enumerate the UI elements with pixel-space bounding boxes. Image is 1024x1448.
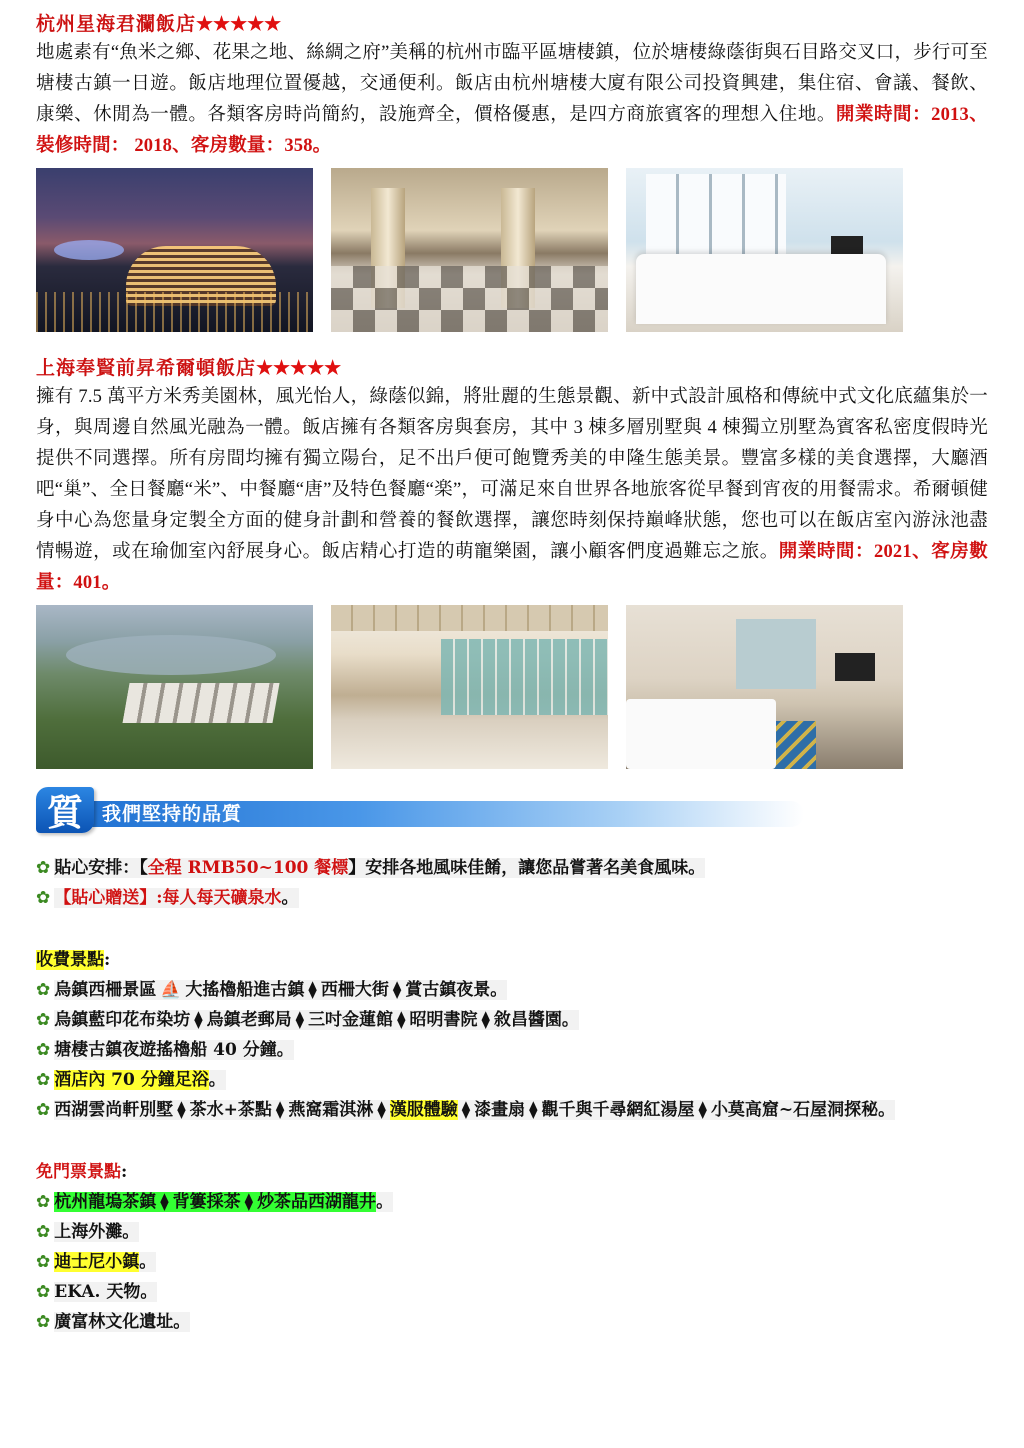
separator-icon: ⧫ [308, 980, 317, 1000]
list-item: ✿ 貼心安排：【全程 RMB50~100 餐標】安排各地風味佳餚，讓您品嘗著名美食風味。 [36, 858, 706, 878]
hotel-lobby-photo [331, 168, 608, 332]
separator-icon: ⧫ [244, 1192, 254, 1212]
flower-bullet-icon: ✿ [36, 1010, 51, 1030]
star-rating: ★★★★★ [256, 357, 342, 379]
separator-icon: ⧫ [397, 1010, 406, 1030]
list-item: ✿ 酒店內 70 分鐘足浴。 [36, 1070, 226, 1090]
flower-bullet-icon: ✿ [36, 980, 51, 1000]
separator-icon: ⧫ [194, 1010, 203, 1030]
hotel-description: 地處素有“魚米之鄉、花果之地、絲綢之府”美稱的杭州市臨平區塘棲鎮，位於塘棲綠蔭街與石目路交叉口，步行可至塘棲古鎮一日遊。飯店地理位置優越，交通便利。飯店由杭州塘棲大廈有限公司投資興建，集住宿、會議、餐飲、康樂、休閒為一體。各類客房時尚簡約，設施齊全，價格優惠，是四方商旅賓客的理想入住地。開業時間：2013、裝修時間： 2018、客房數量：358。 [36, 43, 988, 156]
list-item: ✿ 廣富林文化遺址。 [36, 1312, 191, 1332]
flower-bullet-icon: ✿ [36, 1040, 51, 1060]
list-item: ✿ 烏鎮西柵景區 ⛵ 大搖櫓船進古鎮 ⧫ 西柵大街 ⧫ 賞古鎮夜景。 [36, 980, 508, 1000]
separator-icon: ⧫ [698, 1100, 707, 1120]
quality-banner [36, 787, 804, 833]
list-item: ✿ 杭州龍塢茶鎮 ⧫ 背簍採茶 ⧫ 炒茶品西湖龍井。 [36, 1192, 394, 1212]
hotel-title: 上海奉賢前昇希爾頓飯店★★★★★ [36, 357, 342, 379]
separator-icon: ⧫ [160, 1192, 169, 1212]
hotel-photos [36, 605, 988, 769]
list-item: ✿ 西湖雲尚軒別墅 ⧫ 茶水+茶點 ⧫ 燕窩霜淇淋 ⧫ 漢服體驗 ⧫ 漆畫扇 ⧫ 觀千與千尋網紅湯屋 ⧫ 小莫高窟~石屋洞探秘。 [36, 1100, 896, 1120]
flower-bullet-icon: ✿ [36, 1100, 51, 1120]
separator-icon: ⧫ [177, 1100, 186, 1120]
flower-bullet-icon: ✿ [36, 888, 51, 908]
list-item: ✿ 烏鎮藍印花布染坊 ⧫ 烏鎮老郵局 ⧫ 三吋金蓮館 ⧫ 昭明書院 ⧫ 敘昌醬園。 [36, 1010, 579, 1030]
quality-list [36, 853, 988, 1337]
separator-icon: ⧫ [461, 1100, 471, 1120]
flower-bullet-icon: ✿ [36, 1222, 51, 1242]
separator-icon: ⧫ [392, 980, 402, 1000]
hotel-photos [36, 168, 988, 332]
quality-badge: 質 [36, 787, 94, 833]
section-heading-paid: 收費景點: [36, 950, 111, 970]
hotel-lobby-photo [331, 605, 608, 769]
hotel-room-photo [626, 605, 903, 769]
boat-icon: ⛵ [160, 980, 182, 1000]
hotel-description: 擁有 7.5 萬平方米秀美園林，風光怡人，綠蔭似錦，將壯麗的生態景觀、新中式設計風格和傳統中式文化底蘊集於一身，與周邊自然風光融為一體。飯店擁有各類客房與套房，其中 3 棟多層別墅與 4 棟獨立別墅為賓客私密度假時光提供不同選擇。所有房間均擁有獨立陽台，足不出戶便可飽覽秀美的申隆生態美景。豐富多樣的美食選擇，大廳酒吧“巢”、全日餐廳“米”、中餐廳“唐”及特色餐廳“楽”，可滿足來自世界各地旅客從早餐到宵夜的用餐需求。希爾頓健身中心為您量身定製全方面的健身計劃和營養的餐飲選擇，讓您時刻保持巔峰狀態，您也可以在飯店室內游泳池盡情暢遊，或在瑜伽室內舒展身心。飯店精心打造的萌寵樂園，讓小顧客們度過難忘之旅。開業時間：2021、客房數量：401。 [36, 387, 988, 593]
separator-icon: ⧫ [275, 1100, 285, 1120]
banner-title: 我們堅持的品質 [102, 803, 243, 825]
separator-icon: ⧫ [295, 1010, 305, 1030]
itinerary-page [36, 10, 988, 1337]
list-item: ✿ 塘棲古鎮夜遊搖櫓船 40 分鐘。 [36, 1040, 294, 1060]
separator-icon: ⧫ [377, 1100, 386, 1120]
flower-bullet-icon: ✿ [36, 858, 51, 878]
flower-bullet-icon: ✿ [36, 1312, 51, 1332]
flower-bullet-icon: ✿ [36, 1282, 51, 1302]
list-item: ✿ 上海外灘。 [36, 1222, 140, 1242]
separator-icon: ⧫ [529, 1100, 538, 1120]
separator-icon: ⧫ [481, 1010, 490, 1030]
hotel-highlight: 開業時間：2013、裝修時間： 2018、客房數量：358。 [36, 105, 988, 156]
flower-bullet-icon: ✿ [36, 1192, 51, 1212]
flower-bullet-icon: ✿ [36, 1252, 51, 1272]
list-item: ✿ 【貼心贈送】:每人每天礦泉水。 [36, 888, 299, 908]
list-item: ✿ 迪士尼小鎮。 [36, 1252, 157, 1272]
list-item: ✿ EKA. 天物。 [36, 1282, 158, 1302]
section-heading-free: 免門票景點: [36, 1162, 128, 1182]
hotel-exterior-photo [36, 168, 313, 332]
flower-bullet-icon: ✿ [36, 1070, 51, 1090]
hotel-room-photo [626, 168, 903, 332]
star-rating: ★★★★★ [196, 13, 282, 35]
hotel-aerial-photo [36, 605, 313, 769]
hotel-title: 杭州星海君瀾飯店★★★★★ [36, 13, 282, 35]
hotel-highlight: 開業時間：2021、客房數量：401。 [36, 542, 988, 593]
